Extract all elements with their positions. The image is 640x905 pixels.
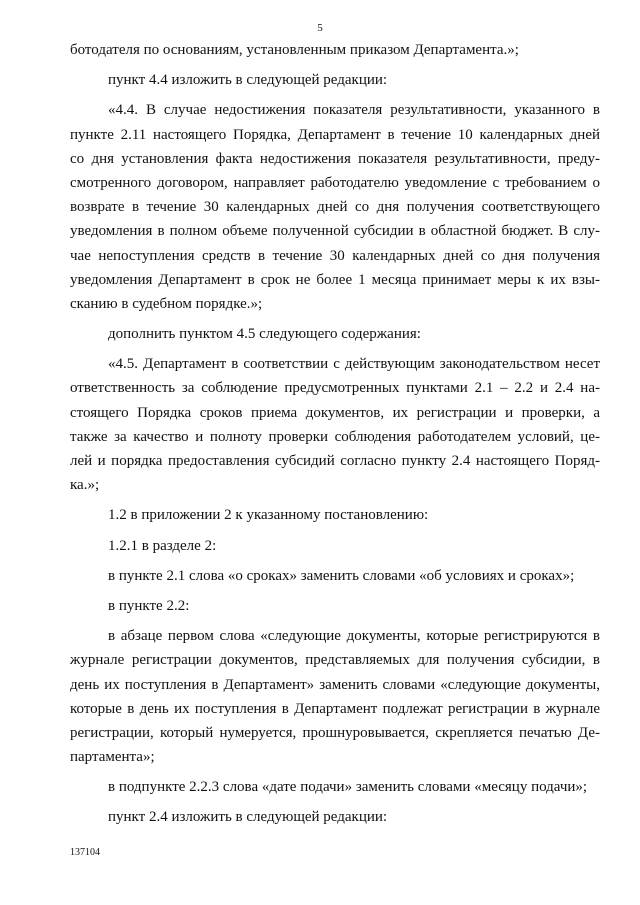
text-line: в абзаце первом слова «следующие документы, которые регистрируются в: [108, 628, 600, 645]
text-line: ответственность за соблюдение предусмотренных пунктами 2.1 – 2.2 и 2.4 на-: [70, 380, 600, 397]
page-number: 5: [317, 22, 323, 34]
text-line: «4.5. Департамент в соответствии с действующим законодательством несет: [108, 356, 600, 373]
text-line: 1.2.1 в разделе 2:: [108, 537, 217, 554]
text-line: день их поступления в Департамент» заменить словами «следующие документы,: [70, 676, 600, 693]
text-line: уведомления в полном объеме полученной субсидии в областной бюджет. В слу-: [70, 223, 600, 240]
text-line: смотренного договором, направляет работодателю уведомление с требованием о: [70, 174, 600, 191]
text-line: которые в день их поступления в Департамент подлежат регистрации в журнале: [70, 700, 600, 717]
text-line: «4.4. В случае недостижения показателя результативности, указанного в: [108, 102, 600, 119]
text-line: пункт 2.4 изложить в следующей редакции:: [108, 809, 388, 826]
text-line: со дня установления факта недостижения показателя результативности, преду-: [70, 150, 600, 167]
text-line: в подпункте 2.2.3 слова «дате подачи» заменить словами «месяцу подачи»;: [108, 779, 588, 796]
text-line: журнале регистрации документов, представляемых для получения субсидии, в: [70, 652, 600, 669]
text-line: пункте 2.11 настоящего Порядка, Департамент в течение 10 календарных дней: [70, 126, 600, 143]
footer-code: 137104: [70, 847, 100, 858]
text-line: регистрации, который нумеруется, прошнуровывается, скрепляется печатью Де-: [70, 724, 600, 741]
text-line: лей и порядка предоставления субсидий согласно пункту 2.4 настоящего Поряд-: [70, 453, 600, 469]
text-line: пункт 4.4 изложить в следующей редакции:: [108, 72, 388, 89]
text-line: 1.2 в приложении 2 к указанному постановлению:: [108, 507, 429, 524]
text-line: партамента»;: [70, 749, 155, 766]
text-line: уведомления Департамент в срок не более 1 месяца принимает меры к их взы-: [70, 271, 600, 288]
text-line: в пункте 2.1 слова «о сроках» заменить словами «об условиях и сроках»;: [108, 567, 575, 584]
text-line: ботодателя по основаниям, установленным приказом Департамента.»;: [70, 42, 519, 58]
text-line: также за качество и полноту проверки соблюдения работодателем условий, це-: [70, 428, 600, 445]
text-line: ка.»;: [70, 477, 100, 494]
text-line: возврате в течение 30 календарных дней со дня получения соответствующего: [70, 199, 600, 216]
text-line: стоящего Порядка сроков приема документов, их регистрации и проверки, а: [70, 404, 600, 421]
text-line: в пункте 2.2:: [108, 597, 190, 614]
document-body: [70, 38, 600, 830]
text-line: сканию в судебном порядке.»;: [70, 295, 263, 312]
text-line: дополнить пунктом 4.5 следующего содержания:: [108, 326, 421, 343]
text-line: чае непоступления средств в течение 30 календарных дней со дня получения: [70, 247, 600, 264]
